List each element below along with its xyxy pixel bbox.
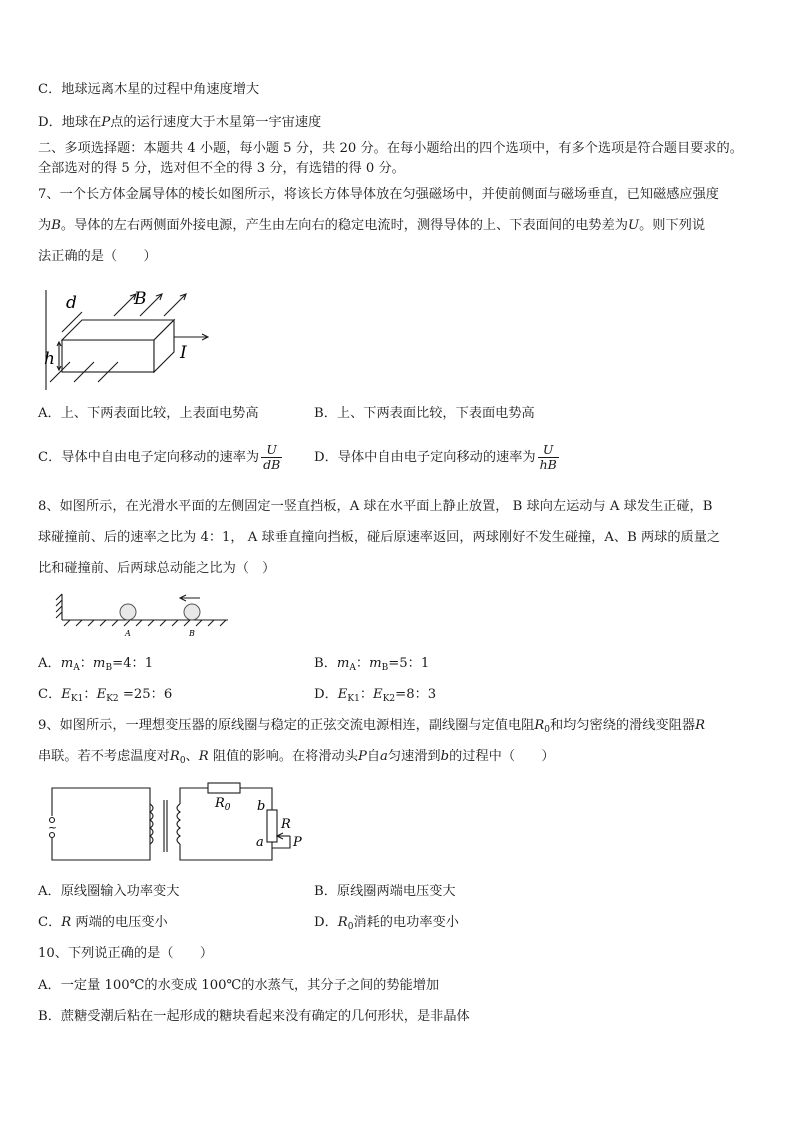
sub: 0 — [179, 756, 186, 766]
fig-label-h: h — [44, 349, 55, 369]
option-d-prev — [38, 114, 321, 132]
var-r: R — [169, 749, 180, 764]
q9-stem-line2 — [38, 748, 555, 770]
text: D．导体中自由电子定向移动的速率为 — [314, 450, 536, 465]
sub: 0 — [224, 803, 231, 813]
denominator: hB — [539, 457, 557, 472]
sub: K2 — [382, 694, 396, 704]
fig-label-b: B — [134, 289, 147, 309]
q9-option-c — [38, 914, 168, 932]
sub: K1 — [347, 694, 360, 704]
var-e: E — [96, 687, 107, 702]
sub: A — [349, 663, 356, 673]
numerator: U — [266, 442, 277, 457]
text: =4：1 — [112, 656, 154, 671]
fig-label-r0 — [214, 796, 231, 813]
text: 串联。若不考虑温度对 — [38, 749, 170, 764]
var-r: R — [198, 749, 209, 764]
q8-stem-line2: 球碰撞前、后的速率之比为 4：1， A 球垂直撞向挡板，碰后原速率返回，两球刚好不发生碰撞，A、B 两球的质量之 — [38, 530, 721, 545]
fig-label-d: d — [66, 293, 77, 313]
q9-option-b: B．原线圈两端电压变大 — [314, 884, 456, 899]
fig-label-a: a — [256, 835, 264, 850]
text: 为 — [38, 218, 52, 233]
q9-transformer-circuit-figure — [40, 780, 310, 875]
q7-option-d — [314, 443, 559, 472]
text: D．地球在 — [38, 115, 102, 130]
q9-stem-line1 — [38, 717, 705, 739]
section-header-line1: 二、多项选择题：本题共 4 小题，每小题 5 分，共 20 分。在每小题给出的四个选项中，有多个选项是符合题目要求的。 — [38, 141, 743, 156]
r: R — [215, 796, 225, 811]
text: C．导体中自由电子定向移动的速率为 — [38, 450, 260, 465]
sub: K1 — [70, 694, 84, 704]
text: ： — [83, 687, 97, 702]
var-m: m — [92, 656, 106, 671]
sub: B — [381, 663, 389, 673]
var-a: a — [380, 749, 388, 764]
sub: K2 — [106, 694, 119, 704]
q8-stem-line1: 8、如图所示，在光滑水平面的左侧固定一竖直挡板，A 球在水平面上静止放置， B 球向左运动与 A 球发生正碰，B — [38, 499, 713, 514]
text: =5：1 — [388, 656, 430, 671]
text: 自 — [366, 749, 380, 764]
text: A． — [38, 656, 61, 671]
q7-conductor-figure — [40, 282, 220, 392]
q10-stem: 10、下列说正确的是（ ） — [38, 946, 214, 961]
text: 匀速滑到 — [387, 749, 441, 764]
text: 。导体的左右两侧面外接电源，产生由左向右的稳定电流时，测得导体的上、下表面间的电势差为 — [60, 218, 628, 233]
q9-option-d — [314, 914, 459, 936]
text: ： — [355, 656, 370, 671]
text: D． — [314, 687, 338, 702]
var-m: m — [369, 656, 382, 671]
q8-option-a — [38, 655, 153, 677]
text: =25：6 — [118, 687, 173, 702]
q8-option-d — [314, 686, 436, 708]
text: 。则下列说 — [639, 218, 706, 233]
var-e: E — [61, 687, 71, 702]
fraction-u-over-db — [261, 443, 282, 472]
denominator: dB — [263, 457, 281, 472]
var-e: E — [373, 687, 383, 702]
var-e: E — [337, 687, 348, 702]
q8-stem-line3: 比和碰撞前、后两球总动能之比为（ ） — [38, 561, 276, 576]
var-m: m — [336, 656, 350, 671]
numerator: U — [542, 442, 554, 457]
q8-collision-figure — [52, 590, 232, 640]
sub: 0 — [347, 922, 354, 932]
ball-b — [184, 604, 200, 620]
var-p: P — [101, 115, 111, 130]
text: B． — [314, 656, 337, 671]
q7-stem-line1: 7、一个长方体金属导体的棱长如图所示，将该长方体导体放在匀强磁场中，并使前侧面与磁场垂直，已知磁感应强度 — [38, 187, 719, 202]
text: C． — [38, 915, 62, 930]
var-r: R — [695, 718, 705, 733]
ball-a — [120, 604, 136, 620]
fig-label-b: B — [189, 629, 195, 638]
text: =8：3 — [395, 687, 437, 702]
fig-label-a: A — [125, 629, 131, 638]
q7-option-a: A．上、下两表面比较，上表面电势高 — [38, 406, 259, 421]
section-header-line2: 全部选对的得 5 分，选对但不全的得 3 分，有选错的得 0 分。 — [38, 161, 405, 176]
text: 、 — [185, 749, 199, 764]
q7-option-b: B．上、下两表面比较，下表面电势高 — [314, 406, 535, 421]
text: 点的运行速度大于木星第一宇宙速度 — [110, 115, 322, 130]
text: 的过程中（ ） — [449, 749, 555, 764]
var-r: R — [534, 718, 545, 733]
q8-option-b — [314, 655, 429, 677]
var-r: R — [61, 915, 72, 930]
sub: 0 — [544, 725, 550, 735]
var-b: b — [440, 749, 450, 764]
fig-label-p: P — [293, 835, 302, 850]
var-b: B — [51, 218, 61, 233]
sub: A — [73, 663, 80, 673]
ac-source-symbol: ~ — [48, 821, 58, 834]
fraction-u-over-hb — [538, 443, 559, 472]
q7-option-c — [38, 443, 282, 472]
text: ： — [79, 656, 93, 671]
q8-option-c — [38, 686, 172, 708]
text: 阻值的影响。在将滑动头 — [208, 749, 358, 764]
fig-label-b: b — [257, 799, 266, 814]
q10-option-a: A．一定量 100℃的水变成 100℃的水蒸气，其分子之间的势能增加 — [38, 978, 440, 993]
q9-option-a: A．原线圈输入功率变大 — [38, 884, 180, 899]
option-c-prev: C．地球远离木星的过程中角速度增大 — [38, 82, 260, 97]
q7-stem-line3: 法正确的是（ ） — [38, 249, 157, 264]
text: 消耗的电功率变小 — [353, 915, 459, 930]
q7-stem-line2 — [38, 217, 705, 235]
text: D． — [314, 915, 338, 930]
var-m: m — [60, 656, 74, 671]
text: 和均匀密绕的滑线变阻器 — [550, 718, 696, 733]
text: 两端的电压变小 — [71, 915, 168, 930]
var-u: U — [627, 218, 640, 233]
var-p: P — [357, 749, 367, 764]
sub: B — [105, 663, 113, 673]
q10-option-b: B．蔗糖受潮后粘在一起形成的糖块看起来没有确定的几何形状，是非晶体 — [38, 1009, 470, 1024]
fig-label-i: I — [180, 343, 187, 363]
var-r: R — [337, 915, 348, 930]
fig-label-r: R — [281, 817, 291, 832]
text: 9、如图所示，一理想变压器的原线圈与稳定的正弦交流电源相连，副线圈与定值电阻 — [38, 718, 535, 733]
text: ： — [359, 687, 374, 702]
text: C． — [38, 687, 62, 702]
